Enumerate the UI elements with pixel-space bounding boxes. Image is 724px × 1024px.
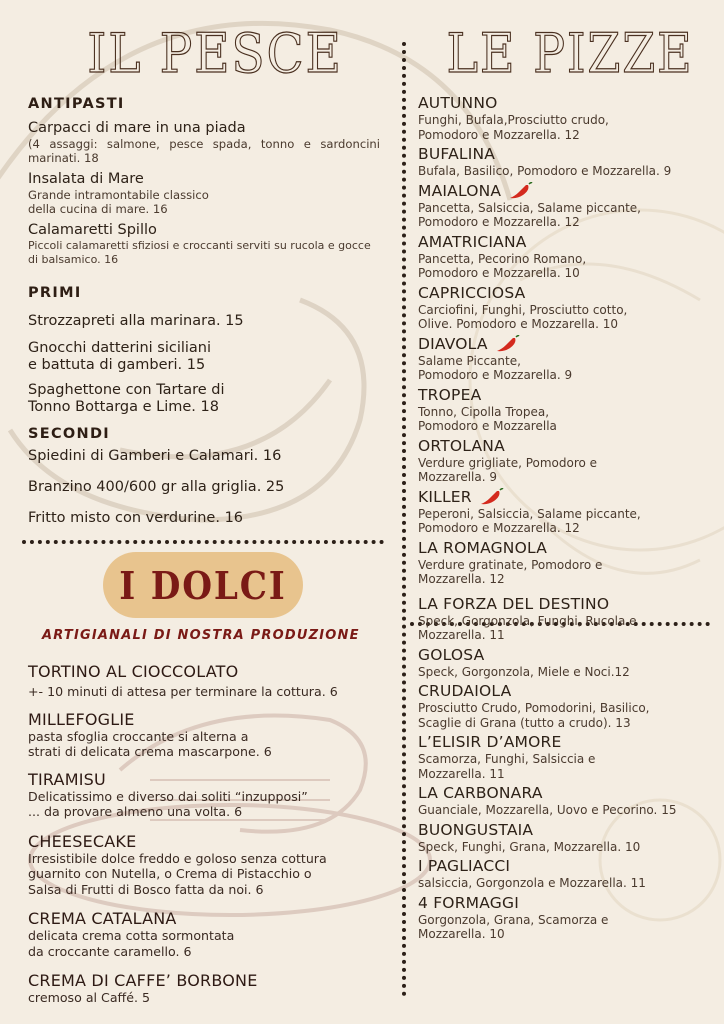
menu-item [418, 894, 718, 942]
item-desc: Prosciutto Crudo, Pomodorini, Basilico, [418, 701, 650, 715]
item-desc: Mozzarella. 12 [418, 572, 505, 586]
item-desc: della cucina di mare. 16 [28, 202, 168, 216]
menu-item [28, 171, 380, 216]
vertical-divider [402, 42, 406, 997]
item-name: DIAVOLA [418, 335, 718, 354]
menu-item [418, 386, 718, 434]
menu-item [418, 857, 718, 891]
menu-item [418, 233, 718, 281]
section-heading: SECONDI [28, 426, 110, 442]
item-desc: Pomodoro e Mozzarella. 12 [418, 215, 580, 229]
pizze-column [418, 94, 718, 945]
item-desc: Tonno, Cipolla Tropea, [418, 404, 550, 419]
item-name: ORTOLANA [418, 436, 505, 455]
pesce-column [28, 96, 380, 527]
item-name: BUONGUSTAIA [418, 820, 534, 839]
item-desc: Mozzarella. 10 [418, 927, 505, 941]
item-name: LA FORZA DEL DESTINO [418, 594, 610, 613]
item-name: CREMA DI CAFFE’ BORBONE [28, 971, 258, 990]
section-heading: ANTIPASTI [28, 96, 125, 112]
section-primi [28, 285, 380, 416]
dolci-title: I DOLCI [119, 562, 287, 608]
pesce-title: IL PESCE [87, 22, 343, 85]
menu-item: Branzino 400/600 gr alla griglia. 25 [28, 479, 285, 495]
item-name: KILLER [418, 488, 718, 507]
section-antipasti [28, 96, 380, 267]
menu-item [418, 733, 718, 781]
item-desc: Carciofini, Funghi, Prosciutto cotto, [418, 302, 628, 317]
chili-pepper-icon [480, 488, 504, 506]
menu-item [28, 710, 388, 760]
menu-item [28, 832, 388, 898]
item-name: LA ROMAGNOLA [418, 538, 547, 557]
item-line: Spaghettone con Tartare di [28, 382, 225, 398]
menu-item [28, 909, 388, 959]
item-desc: Verdure gratinate, Pomodoro e [418, 557, 603, 572]
item-desc: Pomodoro e Mozzarella. 9 [418, 368, 573, 382]
item-desc: Bufala, Basilico, Pomodoro e Mozzarella. 9 [418, 164, 672, 178]
item-name: CAPRICCIOSA [418, 283, 526, 302]
menu-item: Spiedini di Gamberi e Calamari. 16 [28, 448, 282, 464]
menu-item: Strozzapreti alla marinara. 15 [28, 313, 244, 329]
item-name: L’ELISIR D’AMORE [418, 733, 562, 751]
item-desc: +- 10 minuti di attesa per terminare la cottura. 6 [28, 684, 338, 699]
item-name: BUFALINA [418, 145, 496, 163]
item-name: Insalata di Mare [28, 171, 144, 187]
chili-pepper-icon [496, 335, 520, 353]
item-desc: Grande intramontabile classico [28, 188, 209, 202]
item-desc: Olive. Pomodoro e Mozzarella. 10 [418, 317, 619, 331]
item-desc: Mozzarella. 11 [418, 628, 505, 642]
item-desc: Guanciale, Mozzarella, Uovo e Pecorino. 15 [418, 803, 677, 817]
item-desc: guarnito con Nutella, o Crema di Pistacchio o [28, 866, 312, 881]
item-desc: Mozzarella. 9 [418, 470, 497, 484]
item-name: CRUDAIOLA [418, 682, 512, 700]
dolci-list [28, 662, 388, 1006]
menu-item [418, 821, 718, 855]
item-desc: Mozzarella. 11 [418, 766, 505, 781]
item-name: Carpacci di mare in una piada [28, 120, 246, 136]
menu-item [28, 770, 388, 820]
item-desc: Scaglie di Grana (tutto a crudo). 13 [418, 715, 631, 730]
dolci-title-badge [103, 552, 303, 618]
item-desc: Speck, Gorgonzola, Funghi, Rucola e [418, 613, 637, 628]
menu-item [418, 94, 718, 142]
item-name: TORTINO AL CIOCCOLATO [28, 662, 239, 681]
menu-item [28, 382, 380, 416]
item-desc: pasta sfoglia croccante si alterna a [28, 728, 249, 744]
item-desc: Pancetta, Pecorino Romano, [418, 251, 587, 266]
menu-item [28, 971, 388, 1006]
menu-item [418, 335, 718, 383]
item-desc: Pomodoro e Mozzarella [418, 419, 557, 433]
item-desc: Speck, Gorgonzola, Miele e Noci.12 [418, 664, 630, 679]
menu-item [28, 120, 380, 165]
item-desc: Speck, Funghi, Grana, Mozzarella. 10 [418, 839, 641, 854]
item-desc: da croccante caramello. 6 [28, 943, 192, 959]
menu-item [418, 646, 718, 680]
menu-item [418, 437, 718, 485]
item-name: TIRAMISU [28, 769, 106, 789]
item-desc: Pomodoro e Mozzarella. 10 [418, 266, 580, 280]
item-name: TROPEA [418, 385, 482, 404]
item-name: I PAGLIACCI [418, 857, 511, 875]
item-name: AUTUNNO [418, 94, 498, 112]
item-desc: Verdure grigliate, Pomodoro e [418, 455, 598, 470]
item-desc: ... da provare almeno una volta. 6 [28, 804, 243, 819]
section-secondi [28, 426, 380, 527]
item-desc: cremoso al Caffé. 5 [28, 990, 150, 1005]
item-name: MILLEFOGLIE [28, 709, 135, 729]
menu-item [28, 662, 388, 700]
menu-item: Fritto misto con verdurine. 16 [28, 510, 244, 526]
item-desc: Irresistibile dolce freddo e goloso senza cottura [28, 850, 327, 866]
chili-pepper-icon [509, 182, 533, 200]
section-heading: PRIMI [28, 285, 82, 301]
item-name: CHEESECAKE [28, 831, 137, 851]
item-line: Gnocchi datterini siciliani [28, 340, 212, 356]
menu-item [28, 222, 380, 267]
menu-item [418, 682, 718, 730]
item-desc: strati di delicata crema mascarpone. 6 [28, 744, 272, 759]
left-divider [22, 540, 384, 544]
menu-item [418, 539, 718, 587]
item-desc: delicata crema cotta sormontata [28, 928, 235, 943]
menu-item [418, 145, 718, 179]
item-desc: (4 assaggi: salmone, pesce spada, tonno e sardoncini marinati. 18 [28, 137, 380, 165]
item-desc: Funghi, Bufala,Prosciutto crudo, [418, 113, 609, 127]
dolci-subtitle: ARTIGIANALI DI NOSTRA PRODUZIONE [42, 628, 360, 643]
item-desc: salsiccia, Gorgonzola e Mozzarella. 11 [418, 876, 646, 890]
menu-item [418, 488, 718, 536]
item-name: MAIALONA [418, 182, 718, 201]
item-desc: Piccoli calamaretti sfiziosi e croccanti serviti su rucola e gocce di balsamico. 16 [28, 239, 371, 266]
item-desc: Peperoni, Salsiccia, Salame piccante, [418, 506, 641, 521]
item-desc: Pomodoro e Mozzarella. 12 [418, 521, 580, 535]
menu-item [418, 284, 718, 332]
item-name: 4 FORMAGGI [418, 893, 519, 912]
item-desc: Salsa di Frutti di Bosco fatta da noi. 6 [28, 881, 264, 897]
item-name: Calamaretti Spillo [28, 222, 157, 238]
pizze-list-after-divider [418, 595, 718, 942]
item-desc: Salame Piccante, [418, 353, 521, 368]
item-line: e battuta di gamberi. 15 [28, 357, 206, 373]
item-name: GOLOSA [418, 645, 485, 664]
item-desc: Delicatissimo e diverso dai soliti “inzupposi” [28, 788, 308, 804]
item-desc: Gorgonzola, Grana, Scamorza e [418, 912, 609, 927]
menu-item [418, 182, 718, 230]
item-name: AMATRICIANA [418, 232, 527, 251]
item-line: Tonno Bottarga e Lime. 18 [28, 399, 219, 415]
menu-item [28, 340, 380, 374]
item-desc: Scamorza, Funghi, Salsiccia e [418, 752, 596, 766]
item-desc: Pancetta, Salsiccia, Salame piccante, [418, 200, 641, 215]
item-desc: Pomodoro e Mozzarella. 12 [418, 127, 580, 142]
pizze-list [418, 94, 718, 587]
menu-item [418, 784, 718, 818]
pizze-title: LE PIZZE [446, 22, 694, 85]
menu-item [418, 595, 718, 643]
item-name: LA CARBONARA [418, 784, 543, 802]
item-name: CREMA CATALANA [28, 909, 177, 928]
